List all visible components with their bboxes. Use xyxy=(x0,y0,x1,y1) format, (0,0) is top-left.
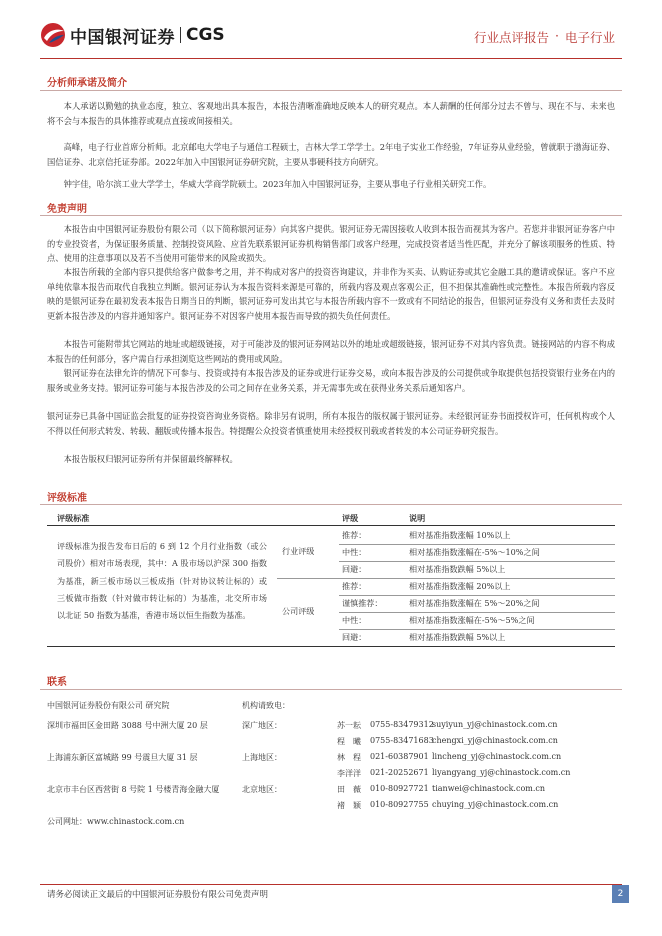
report-type: 行业点评报告 xyxy=(473,30,549,45)
rating-grade: 谨慎推荐： xyxy=(342,598,383,608)
research-institute: 中国银河证券股份有限公司 研究院 xyxy=(47,701,170,710)
contact-name: 程 曦 xyxy=(337,737,361,746)
company-website[interactable]: 公司网址：www.chinastock.com.cn xyxy=(47,817,185,826)
contact-email[interactable]: lincheng_yj@chinastock.com.cn xyxy=(432,752,562,761)
footer-disclaimer-note: 请务必阅读正文最后的中国银河证券股份有限公司免责声明 xyxy=(47,890,269,900)
header-description: 说明 xyxy=(409,513,426,523)
rating-table xyxy=(47,511,615,646)
disclaimer-para-6: 本报告版权归银河证券所有并保留最终解释权。 xyxy=(63,454,238,464)
galaxy-logo-icon xyxy=(40,22,66,48)
rating-grade: 回避： xyxy=(342,564,367,574)
rating-desc: 相对基准指数涨幅在-5%～5%之间 xyxy=(409,615,535,625)
rating-grade: 中性： xyxy=(342,547,367,557)
logo-english-name: CGS xyxy=(186,25,225,45)
contact-name: 苏一耘 xyxy=(337,721,361,730)
rating-table-header xyxy=(47,511,615,526)
contact-email[interactable]: tianwei@chinastock.com.cn xyxy=(432,784,546,793)
rating-group-label: 公司评级 xyxy=(282,606,315,616)
report-category xyxy=(474,28,615,46)
contact-name: 褚 颖 xyxy=(337,801,361,810)
contact-phone: 0755-83479312 xyxy=(370,720,434,729)
disclaimer-para-4: 银河证券在法律允许的情况下可参与、投资或持有本报告涉及的证券或进行证券交易，或向本报告涉及的公司提供或争取提供包括投资银行业务在内的服务或业务支持。银河证券可能与本报告涉及的公司之间存在业务关系，并无需事先或在获得业务关系后通知客户。 xyxy=(47,368,615,393)
contact-email[interactable]: chengxi_yj@chinastock.com.cn xyxy=(432,736,558,745)
rating-standard-description: 评级标准为报告发布日后的 6 到 12 个月行业指数（或公司股价）相对市场表现，其中：A 股市场以沪深 300 指数为基准，新三板市场以三板成指（针对协议转让标的）或三板做市指数（针对做市转让标的）为基准，北交所市场以北证 50 指数为基准，香港市场以恒生指数为基准。 xyxy=(57,541,267,621)
table-bottom-rule xyxy=(47,646,615,647)
region-label-shenzhen: 深广地区： xyxy=(242,721,282,730)
rating-grade: 回避： xyxy=(342,632,367,642)
contact-phone: 021-60387901 xyxy=(370,752,429,761)
rating-grade: 推荐： xyxy=(342,530,367,540)
page-number-badge: 2 xyxy=(612,885,629,903)
contact-name: 李洋洋 xyxy=(337,769,361,778)
office-address-beijing: 北京市丰台区西营街 8 号院 1 号楼青海金融大厦 xyxy=(47,785,220,794)
disclaimer-para-5: 银河证券已具备中国证监会批复的证券投资咨询业务资格。除非另有说明，所有本报告的版权属于银河证券。未经银河证券书面授权许可，任何机构或个人不得以任何形式转发、转载、翻版或传播本报告。特提醒公众投资者慎重使用未经授权刊载或者转发的本公司证券研究报告。 xyxy=(47,411,615,436)
contact-name: 田 薇 xyxy=(337,785,361,794)
section-divider xyxy=(40,689,622,690)
section-divider xyxy=(40,90,622,91)
contact-email[interactable]: chuying_yj@chinastock.com.cn xyxy=(432,800,559,809)
contact-section-title: 联系 xyxy=(47,677,67,688)
section-divider xyxy=(40,215,622,216)
disclaimer-para-2: 本报告所载的全部内容只提供给客户做参考之用，并不构成对客户的投资咨询建议，并非作为买卖、认购证券或其它金融工具的邀请或保证。客户不应单纯依靠本报告而取代自我独立判断。银河证券认为本报告资料来源是可靠的，所载内容及观点客观公正，但不担保其准确性或完整性。本报告所载内容反映的是银河证券在最初发表本报告日期当日的判断，银河证券可发出其它与本报告所载内容不一致或有不同结论的报告，但银河证券没有义务和责任去及时更新本报告涉及的内容并通知客户。银河证券不对因客户使用本报告而导致的损失负任何责任。 xyxy=(47,267,615,321)
disclaimer-section-title: 免责声明 xyxy=(47,204,87,215)
rating-group-label: 行业评级 xyxy=(282,546,315,556)
rating-desc: 相对基准指数跌幅 5%以上 xyxy=(409,564,506,574)
section-divider xyxy=(40,504,622,505)
rating-section-title: 评级标准 xyxy=(47,493,87,504)
disclaimer-para-3: 本报告可能附带其它网站的地址或超级链接，对于可能涉及的银河证券网站以外的地址或超级链接，银河证券不对其内容负责。链接网站的内容不构成本报告的任何部分，客户需自行承担浏览这些网站的费用或风险。 xyxy=(47,339,615,364)
analyst-bio-zhongyujia: 钟宇佳，哈尔滨工业大学学士，华威大学商学院硕士。2023年加入中国银河证券，主要从事电子行业相关研究工作。 xyxy=(63,179,492,189)
office-address-shanghai: 上海浦东新区富城路 99 号震旦大厦 31 层 xyxy=(47,753,198,762)
header-grade: 评级 xyxy=(342,513,359,523)
rating-desc: 相对基准指数涨幅 20%以上 xyxy=(409,581,511,591)
contact-email[interactable]: suyiyun_yj@chinastock.com.cn xyxy=(432,720,558,729)
contact-phone: 010-80927755 xyxy=(370,800,429,809)
page-header xyxy=(0,0,662,62)
header-divider xyxy=(40,58,622,59)
rating-grade: 中性： xyxy=(342,615,367,625)
analyst-section-title: 分析师承诺及简介 xyxy=(47,78,127,89)
logo-chinese-name: 中国银河证券 xyxy=(70,27,175,48)
disclaimer-para-1: 本报告由中国银河证券股份有限公司（以下简称银河证券）向其客户提供。银河证券无需因接收人收到本报告而视其为客户。若您并非银河证券客户中的专业投资者，为保证服务质量、控制投资风险、应首先联系银河证券机构销售部门或客户经理，完成投资者适当性匹配，并充分了解该项服务的性质、特点、使用的注意事项以及若不当使用可能带来的风险或损失。 xyxy=(47,224,615,263)
rating-desc: 相对基准指数涨幅在-5%～10%之间 xyxy=(409,547,540,557)
contact-email[interactable]: liyangyang_yj@chinastock.com.cn xyxy=(432,768,571,777)
header-standard: 评级标准 xyxy=(57,513,90,523)
rating-grade: 推荐： xyxy=(342,581,367,591)
rating-desc: 相对基准指数跌幅 5%以上 xyxy=(409,632,506,642)
contact-phone: 021-20252671 xyxy=(370,768,429,777)
contact-name: 林 程 xyxy=(337,753,361,762)
industry-name: 电子行业 xyxy=(564,30,615,45)
rating-desc: 相对基准指数涨幅 10%以上 xyxy=(409,530,511,540)
contact-phone: 0755-83471683 xyxy=(370,736,434,745)
footer-divider xyxy=(40,884,622,885)
contact-phone: 010-80927721 xyxy=(370,784,429,793)
rating-desc: 相对基准指数涨幅在 5%～20%之间 xyxy=(409,598,540,608)
analyst-bio-gaofeng: 高峰，电子行业首席分析师。北京邮电大学电子与通信工程硕士，吉林大学工学学士。2年电子实业工作经验，7年证券从业经验，曾就职于渤海证券、国信证券、北京信托证券部。2022年加入中国银河证券研究院，主要从事硬科技方向研究。 xyxy=(47,142,615,167)
company-logo xyxy=(40,22,225,48)
logo-divider xyxy=(180,27,181,43)
region-label-shanghai: 上海地区： xyxy=(242,753,282,762)
institutional-sales-label: 机构请致电： xyxy=(242,701,290,710)
analyst-commitment: 本人承诺以勤勉的执业态度，独立、客观地出具本报告，本报告清晰准确地反映本人的研究观点。本人薪酬的任何部分过去不曾与、现在不与、未来也将不会与本报告的具体推荐或观点直接或间接相关。 xyxy=(47,101,615,126)
region-label-beijing: 北京地区： xyxy=(242,785,282,794)
office-address-shenzhen: 深圳市福田区金田路 3088 号中洲大厦 20 层 xyxy=(47,721,208,730)
header-separator: · xyxy=(555,28,559,43)
